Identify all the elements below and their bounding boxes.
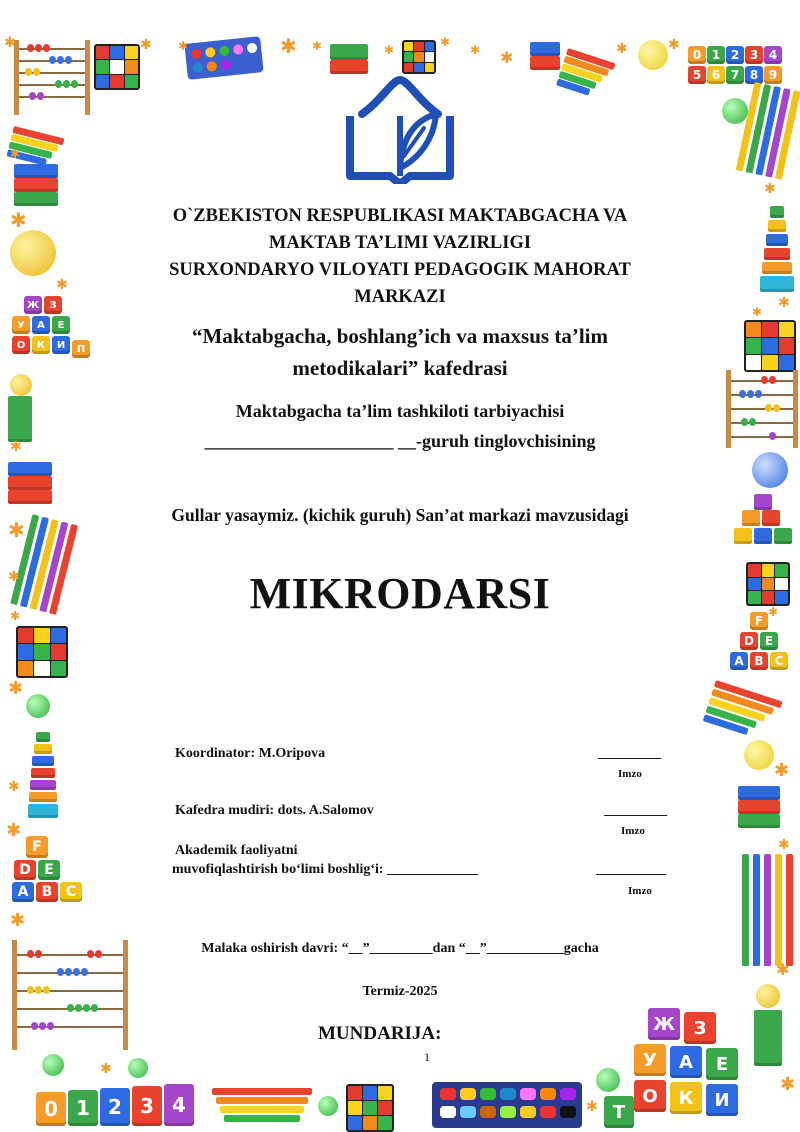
academic-head-label-line-1: Akademik faoliyatni [175,843,298,858]
coordinator-label: Koordinator: M.Oripova [175,746,326,761]
crayons-icon [742,854,798,970]
star-icon: ✱ [470,43,481,57]
rubiks-cube-icon [746,562,790,606]
star-icon: ✱ [10,439,22,455]
participant-heading [100,396,700,456]
star-icon: ✱ [616,41,628,57]
building-blocks-icon [14,178,58,192]
page-number: 1 [424,1050,430,1064]
star-icon: ✱ [668,37,680,53]
building-blocks-icon [738,800,780,814]
stacking-rings-icon [28,732,58,822]
building-blocks-icon [330,44,368,60]
rubiks-cube-icon [402,40,436,74]
number-blocks-icon: 0 1 2 3 4 5 6 7 8 9 [688,46,786,90]
rubiks-cube-icon [744,320,796,372]
letter-blocks-icon: F D E A B C [730,612,794,672]
crayons-icon [735,82,800,186]
ball-icon [10,374,32,396]
ball-icon [42,1054,64,1076]
building-blocks-icon [8,476,52,490]
star-icon: ✱ [140,37,152,53]
star-icon: ✱ [774,760,790,781]
star-icon: ✱ [10,910,26,931]
star-icon: ✱ [8,569,20,585]
contents-heading: MUNDARIJA: [318,1023,442,1044]
org-line-4: MARKAZI [354,287,446,307]
coordinator-signature-line: _________ [598,746,661,761]
training-period-line: Malaka oshirish davri: “__”_________dan “__”___________gacha [201,941,599,956]
star-icon: ✱ [8,678,24,699]
star-icon: ✱ [8,518,25,542]
ball-icon [10,230,56,276]
number-blocks-icon: 0 1 2 3 4 [36,1082,206,1128]
ball-icon [128,1058,148,1078]
kafedra-line-2: metodikalari” kafedrasi [292,356,508,380]
department-head-signature-line: _________ [604,803,667,818]
ball-icon [638,40,668,70]
rubiks-cube-icon [346,1084,394,1132]
abacus-icon [14,40,90,115]
org-line-3: SURXONDARYO VILOYATI PEDAGOGIK MAHORAT [169,260,631,280]
star-icon: ✱ [764,181,776,197]
paint-box-icon [184,36,263,80]
star-icon: ✱ [8,779,20,795]
star-icon: ✱ [10,147,21,161]
academic-head-signature-line: __________ [596,862,666,877]
organization-heading [100,203,700,311]
department-head-signature-caption: Imzo [621,825,645,837]
ball-icon [752,452,788,488]
star-icon: ✱ [586,1099,598,1115]
ball-icon [722,98,748,124]
rubiks-cube-icon [16,626,68,678]
academic-head-signature-caption: Imzo [628,885,652,897]
rubiks-cube-icon [94,44,140,90]
ball-icon [318,1096,338,1116]
star-icon: ✱ [384,43,395,57]
building-blocks-icon [8,490,52,504]
building-blocks-icon [738,814,780,828]
star-icon: ✱ [178,39,189,53]
building-blocks-icon [14,192,58,206]
star-icon: ✱ [776,960,790,979]
coordinator-signature-caption: Imzo [618,768,642,780]
building-blocks-icon [14,164,58,178]
org-line-2: MAKTAB TA’LIMI VAZIRLIGI [268,233,532,253]
building-blocks-icon [738,786,780,800]
star-icon: ✱ [280,34,297,58]
book-leaf-logo-icon [342,76,458,184]
org-line-1: O`ZBEKISTON RESPUBLIKASI MAKTABGACHA VA [172,206,628,226]
group-line: _____________________ __-guruh tinglovchisining [204,431,596,451]
star-icon: ✱ [10,609,21,623]
star-icon: ✱ [6,820,22,841]
ball-icon [744,740,774,770]
star-icon: ✱ [768,605,779,619]
department-head-label: Kafedra mudiri: dots. A.Salomov [175,803,374,818]
building-blocks-icon [330,60,368,74]
topic-line: Gullar yasaymiz. (kichik guruh) San’at markazi mavzusidagi [171,505,629,525]
stacking-rings-icon [754,1010,782,1066]
stacking-rings-icon [760,206,794,306]
star-icon: ✱ [440,35,451,49]
paint-box-icon [432,1082,582,1128]
building-blocks-icon [734,494,794,554]
star-icon: ✱ [4,35,16,51]
star-icon: ✱ [752,305,763,319]
department-heading [100,320,700,384]
star-icon: ✱ [100,1061,112,1077]
xylophone-icon [701,680,793,752]
building-blocks-icon [530,42,560,56]
ball-icon [756,984,780,1008]
star-icon: ✱ [780,1074,796,1095]
place-year: Termiz-2025 [362,984,438,999]
building-blocks-icon [530,56,560,70]
letter-blocks-icon: Ж З У А Е О К И Т [604,1008,750,1130]
abacus-icon [726,370,798,448]
xylophone-icon [212,1088,322,1128]
academic-head-label-line-2: muvofiqlashtirish bo‘limi boshlig‘i: _____________ [172,862,479,877]
star-icon: ✱ [312,39,323,53]
building-blocks-icon [8,462,52,476]
letter-blocks-icon: F D E A B C [12,836,84,904]
kafedra-line-1: “Maktabgacha, boshlang’ich va maxsus ta’lim [192,324,608,348]
ball-icon [26,694,50,718]
star-icon: ✱ [500,48,514,67]
star-icon: ✱ [56,277,68,293]
star-icon: ✱ [10,208,27,232]
star-icon: ✱ [778,295,790,311]
page-title: MIKRODARSI [249,569,551,618]
role-line: Maktabgacha ta’lim tashkiloti tarbiyachisi [235,401,565,421]
letter-blocks-icon: Ж З У А Е О К И П [6,296,92,360]
star-icon: ✱ [778,837,790,853]
stacking-rings-icon [8,396,32,442]
